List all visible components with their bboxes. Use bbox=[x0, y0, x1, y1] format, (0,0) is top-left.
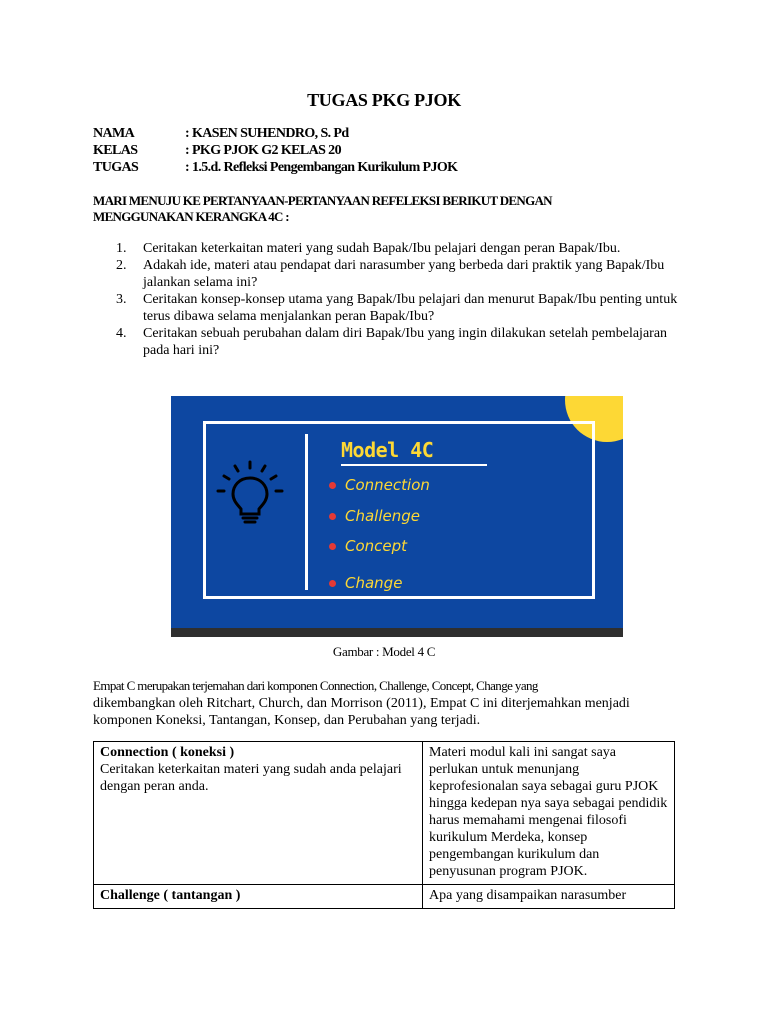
question-text: Ceritakan sebuah perubahan dalam diri Bapak/Ibu yang ingin dilakukan setelah pembelajaran pada hari ini? bbox=[143, 326, 668, 358]
lightbulb-icon bbox=[215, 456, 285, 526]
question-number: 4. bbox=[116, 326, 127, 341]
paragraph-rest: dikembangkan oleh Ritchart, Church, dan Morrison (2011), Empat C ini diterjemahkan menjadi komponen Koneksi, Tantangan, Konsep, dan Perubahan yang terjadi. bbox=[93, 696, 630, 728]
bullet-dot bbox=[329, 482, 336, 489]
figure-bottom-bar bbox=[171, 628, 623, 637]
question-list bbox=[116, 240, 686, 359]
question-text: Ceritakan konsep-konsep utama yang Bapak/Ibu pelajari dan menurut Bapak/Ibu penting untuk terus dibawa selama menjalankan peran Bapak/Ibu? bbox=[143, 292, 678, 324]
meta-key: TUGAS bbox=[93, 160, 139, 175]
question-number: 1. bbox=[116, 241, 127, 256]
meta-row-kelas bbox=[93, 143, 457, 160]
model-item-change bbox=[329, 574, 402, 592]
list-item bbox=[116, 291, 686, 325]
table-row bbox=[94, 742, 675, 885]
meta-row-tugas bbox=[93, 160, 457, 177]
table-cell bbox=[94, 742, 423, 885]
question-text: Ceritakan keterkaitan materi yang sudah Bapak/Ibu pelajari dengan peran Bapak/Ibu. bbox=[143, 241, 621, 256]
question-text: Adakah ide, materi atau pendapat dari narasumber yang berbeda dari praktik yang Bapak/Ibu jalankan selama ini? bbox=[143, 258, 665, 290]
figure-caption: Gambar : Model 4 C bbox=[332, 644, 436, 659]
bullet-dot bbox=[329, 580, 336, 587]
row-heading: Connection ( koneksi ) bbox=[100, 745, 235, 760]
table-cell bbox=[423, 742, 675, 885]
model-4c-figure bbox=[171, 396, 623, 637]
meta-value: : PKG PJOK G2 KELAS 20 bbox=[185, 143, 341, 158]
meta-key: KELAS bbox=[93, 143, 138, 158]
meta-value: : 1.5.d. Refleksi Pengembangan Kurikulum PJOK bbox=[185, 160, 458, 175]
model-item-label: Challenge bbox=[345, 507, 420, 525]
body-paragraph bbox=[93, 677, 633, 729]
question-number: 2. bbox=[116, 258, 127, 273]
table-row bbox=[94, 885, 675, 909]
row-answer: Apa yang disampaikan narasumber bbox=[429, 888, 627, 903]
figure-heading: Model 4C bbox=[341, 438, 434, 462]
model-item-connection bbox=[329, 476, 430, 494]
table-cell bbox=[423, 885, 675, 909]
bullet-dot bbox=[329, 543, 336, 550]
meta-value: : KASEN SUHENDRO, S. Pd bbox=[185, 126, 349, 141]
heading-underline bbox=[341, 464, 487, 466]
row-heading: Challenge ( tantangan ) bbox=[100, 888, 241, 903]
intro-heading: MARI MENUJU KE PERTANYAAN-PERTANYAAN REFELEKSI BERIKUT DENGAN MENGGUNAKAN KERANGKA 4C : bbox=[93, 193, 552, 224]
model-item-label: Connection bbox=[345, 476, 430, 494]
meta-row-nama bbox=[93, 126, 457, 143]
divider-line bbox=[305, 434, 308, 590]
reflection-table bbox=[93, 741, 675, 909]
model-item-concept bbox=[329, 537, 407, 555]
identity-block bbox=[93, 126, 457, 177]
row-answer: Materi modul kali ini sangat saya perlukan untuk menunjang keprofesionalan saya sebagai guru PJOK hingga kedepan nya saya sebagai pendidik harus memahami mengenai filosofi kurikulum Merdeka, konsep pengembangan kurikulum dan penyusunan program PJOK. bbox=[429, 745, 668, 879]
list-item bbox=[116, 257, 686, 291]
list-item bbox=[116, 240, 686, 257]
list-item bbox=[116, 325, 686, 359]
table-cell bbox=[94, 885, 423, 909]
model-item-challenge bbox=[329, 507, 420, 525]
bullet-dot bbox=[329, 513, 336, 520]
meta-key: NAMA bbox=[93, 126, 135, 141]
document-title: TUGAS PKG PJOK bbox=[307, 90, 461, 110]
model-item-label: Concept bbox=[345, 537, 408, 555]
paragraph-line-1: Empat C merupakan terjemahan dari komponen Connection, Challenge, Concept, Change yang bbox=[93, 678, 538, 693]
model-item-label: Change bbox=[345, 574, 403, 592]
row-prompt: Ceritakan keterkaitan materi yang sudah anda pelajari dengan peran anda. bbox=[100, 762, 402, 794]
question-number: 3. bbox=[116, 292, 127, 307]
